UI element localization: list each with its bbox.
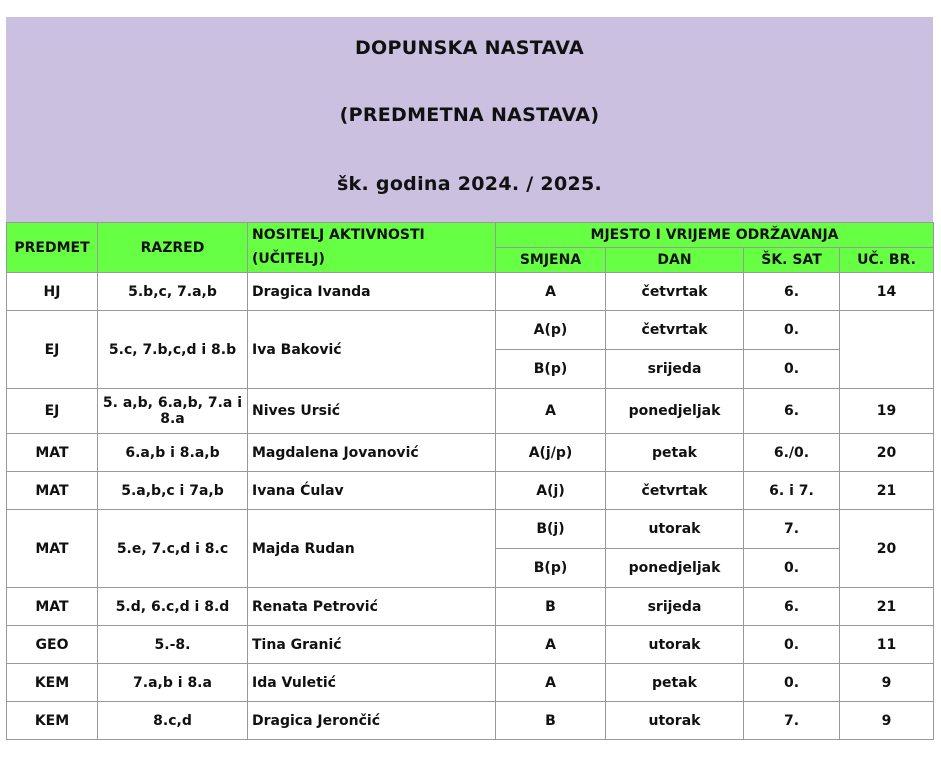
cell-nositelj: Renata Petrović — [248, 588, 496, 626]
col-header-sat: ŠK. SAT — [744, 248, 840, 273]
cell-dan: utorak — [606, 702, 744, 740]
cell-uc: 21 — [840, 588, 934, 626]
cell-smjena: A(j) — [496, 472, 606, 510]
cell-razred: 6.a,b i 8.a,b — [98, 434, 248, 472]
cell-dan: srijeda — [606, 588, 744, 626]
col-header-dan: DAN — [606, 248, 744, 273]
cell-uc: 21 — [840, 472, 934, 510]
cell-razred: 7.a,b i 8.a — [98, 664, 248, 702]
cell-smjena: B(p) — [496, 350, 606, 389]
cell-uc: 20 — [840, 510, 934, 588]
cell-uc: 14 — [840, 273, 934, 311]
cell-predmet: MAT — [7, 472, 98, 510]
cell-predmet: KEM — [7, 664, 98, 702]
cell-nositelj: Iva Baković — [248, 311, 496, 389]
cell-sat: 0. — [744, 350, 840, 389]
cell-dan: petak — [606, 434, 744, 472]
page-subtitle: (PREDMETNA NASTAVA) — [339, 104, 600, 126]
cell-razred: 5.e, 7.c,d i 8.c — [98, 510, 248, 588]
cell-uc: 20 — [840, 434, 934, 472]
cell-sat: 6. i 7. — [744, 472, 840, 510]
col-header-uc: UČ. BR. — [840, 248, 934, 273]
table-header-row — [7, 223, 934, 248]
cell-predmet: KEM — [7, 702, 98, 740]
table-row — [7, 626, 934, 664]
cell-sat: 0. — [744, 549, 840, 588]
table-row — [7, 472, 934, 510]
cell-uc: 19 — [840, 389, 934, 434]
table-row — [7, 389, 934, 434]
table-row — [7, 434, 934, 472]
cell-dan: srijeda — [606, 350, 744, 389]
cell-sat: 6. — [744, 588, 840, 626]
cell-sat: 7. — [744, 510, 840, 549]
cell-sat: 0. — [744, 311, 840, 350]
cell-dan: ponedjeljak — [606, 389, 744, 434]
col-header-predmet: PREDMET — [7, 223, 98, 273]
cell-predmet: MAT — [7, 588, 98, 626]
cell-uc: 9 — [840, 702, 934, 740]
cell-dan: utorak — [606, 510, 744, 549]
cell-dan: četvrtak — [606, 472, 744, 510]
cell-sat: 7. — [744, 702, 840, 740]
cell-predmet: MAT — [7, 434, 98, 472]
cell-uc: 11 — [840, 626, 934, 664]
cell-smjena: A — [496, 389, 606, 434]
cell-smjena: B(p) — [496, 549, 606, 588]
cell-sat: 0. — [744, 664, 840, 702]
cell-nositelj: Magdalena Jovanović — [248, 434, 496, 472]
col-header-smjena: SMJENA — [496, 248, 606, 273]
cell-smjena: A — [496, 626, 606, 664]
cell-nositelj: Dragica Ivanda — [248, 273, 496, 311]
cell-nositelj: Ivana Ćulav — [248, 472, 496, 510]
cell-predmet: MAT — [7, 510, 98, 588]
cell-dan: četvrtak — [606, 273, 744, 311]
cell-sat: 0. — [744, 626, 840, 664]
cell-nositelj: Dragica Jerončić — [248, 702, 496, 740]
cell-razred: 5.-8. — [98, 626, 248, 664]
cell-sat: 6./0. — [744, 434, 840, 472]
cell-predmet: GEO — [7, 626, 98, 664]
cell-smjena: A(j/p) — [496, 434, 606, 472]
cell-dan: utorak — [606, 626, 744, 664]
cell-nositelj: Tina Granić — [248, 626, 496, 664]
cell-dan: ponedjeljak — [606, 549, 744, 588]
schedule-table — [6, 222, 934, 740]
table-row — [7, 510, 934, 549]
col-header-razred: RAZRED — [98, 223, 248, 273]
cell-dan: četvrtak — [606, 311, 744, 350]
cell-razred: 5.a,b,c i 7a,b — [98, 472, 248, 510]
cell-nositelj: Nives Ursić — [248, 389, 496, 434]
table-row — [7, 702, 934, 740]
cell-razred: 5.c, 7.b,c,d i 8.b — [98, 311, 248, 389]
cell-razred: 8.c,d — [98, 702, 248, 740]
cell-razred: 5.d, 6.c,d i 8.d — [98, 588, 248, 626]
table-row — [7, 588, 934, 626]
page-title: DOPUNSKA NASTAVA — [354, 37, 584, 59]
col-header-nositelj: NOSITELJ AKTIVNOSTI (UČITELJ) — [248, 223, 496, 273]
table-row — [7, 311, 934, 350]
cell-nositelj: Majda Rudan — [248, 510, 496, 588]
cell-uc: 9 — [840, 664, 934, 702]
cell-sat: 6. — [744, 273, 840, 311]
cell-predmet: HJ — [7, 273, 98, 311]
header-banner — [6, 17, 933, 222]
cell-smjena: B — [496, 588, 606, 626]
cell-razred: 5.b,c, 7.a,b — [98, 273, 248, 311]
cell-predmet: EJ — [7, 311, 98, 389]
cell-nositelj: Ida Vuletić — [248, 664, 496, 702]
table-row — [7, 664, 934, 702]
school-year: šk. godina 2024. / 2025. — [336, 173, 603, 195]
cell-smjena: B(j) — [496, 510, 606, 549]
cell-smjena: A(p) — [496, 311, 606, 350]
cell-predmet: EJ — [7, 389, 98, 434]
cell-smjena: A — [496, 273, 606, 311]
cell-uc — [840, 311, 934, 389]
cell-dan: petak — [606, 664, 744, 702]
cell-sat: 6. — [744, 389, 840, 434]
table-row — [7, 273, 934, 311]
cell-smjena: A — [496, 664, 606, 702]
col-header-mjesto: MJESTO I VRIJEME ODRŽAVANJA — [496, 223, 934, 248]
cell-razred: 5. a,b, 6.a,b, 7.a i 8.a — [98, 389, 248, 434]
cell-smjena: B — [496, 702, 606, 740]
